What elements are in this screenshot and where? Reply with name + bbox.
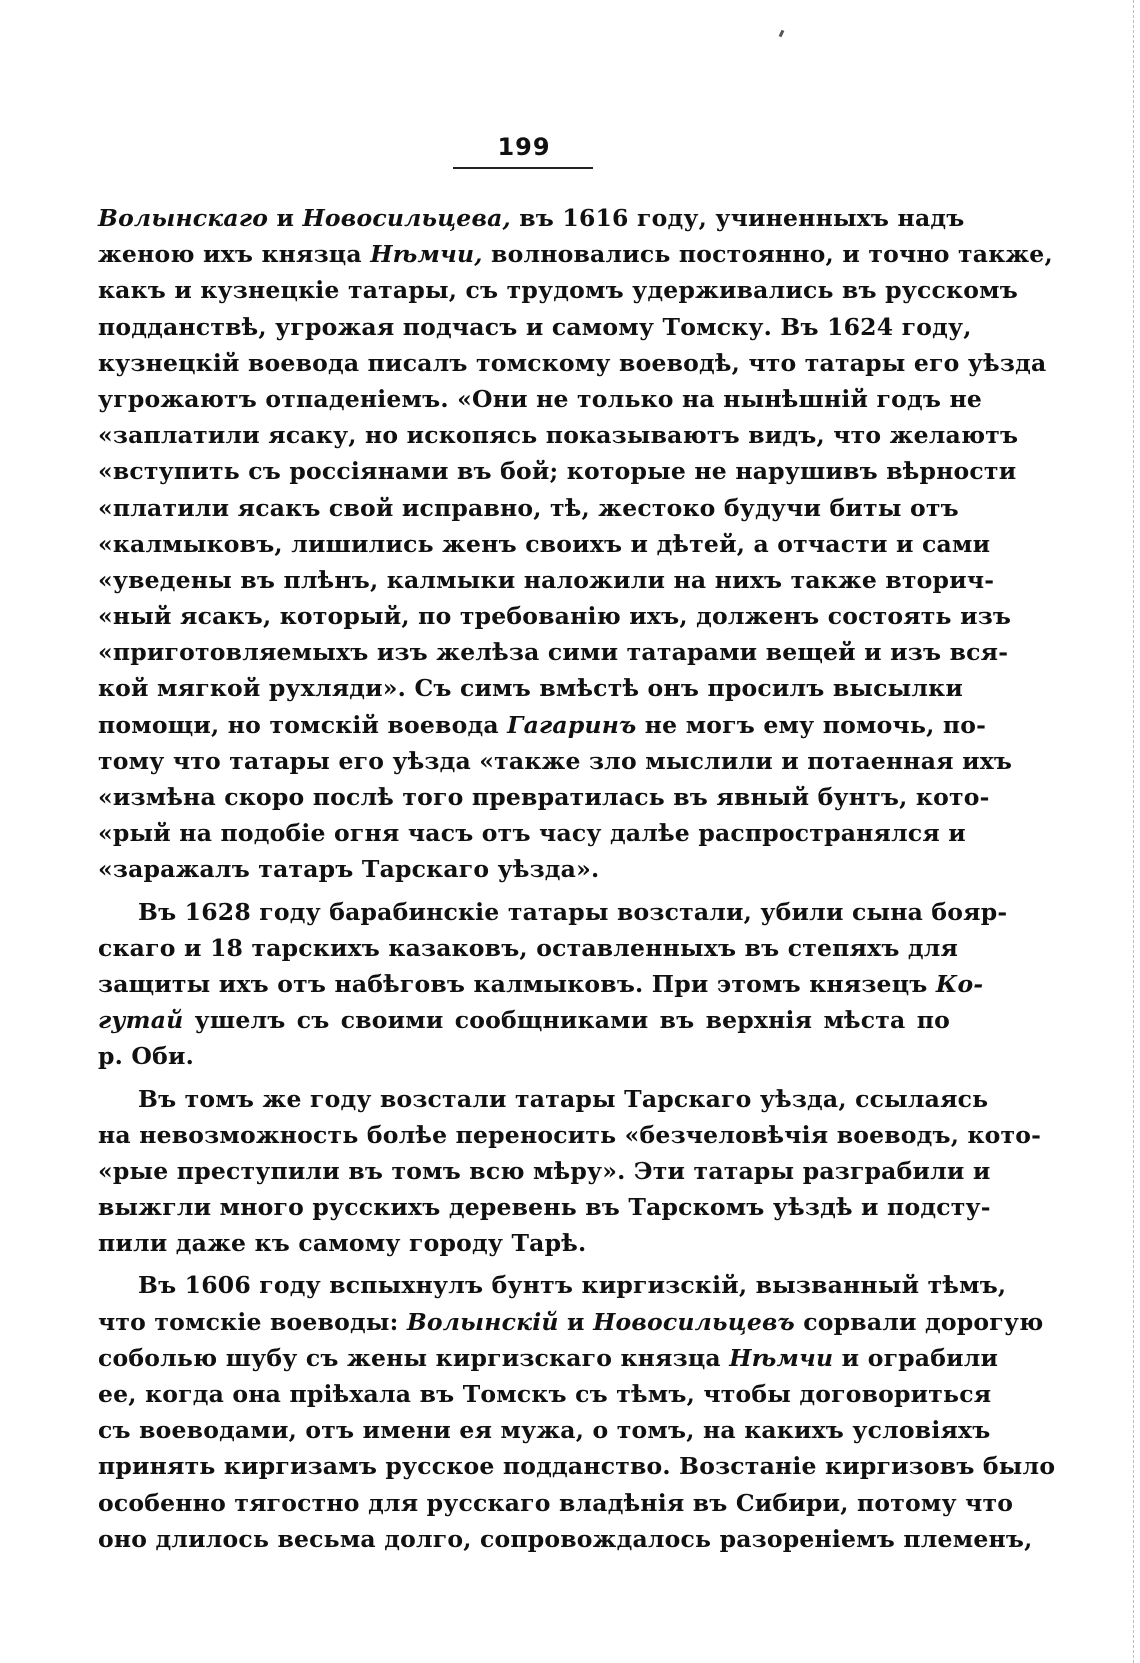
italic-name: Ко- [935, 969, 984, 998]
text-segment: сорвали дорогую [794, 1307, 1044, 1336]
text-segment: выжгли много русскихъ деревень въ Тарскомъ уѣздѣ и подсту- [98, 1193, 991, 1222]
text-line [98, 1225, 950, 1261]
text-segment: соболью шубу съ жены киргизскаго князца [98, 1343, 730, 1372]
body-text [98, 200, 1056, 1557]
text-segment: ее, когда она пріѣхала въ Томскъ съ тѣмъ, чтобы договориться [98, 1380, 992, 1408]
text-line [98, 1376, 992, 1412]
text-line [98, 1340, 999, 1376]
text-segment: что томскіе воеводы: [98, 1307, 407, 1336]
italic-name: гутай [98, 1006, 184, 1035]
text-segment: подданствѣ, угрожая подчасъ и самому Томску. Въ 1624 году, [98, 312, 972, 341]
text-segment: «заражалъ татаръ Тарскаго уѣзда». [98, 855, 600, 884]
text-line [98, 598, 1012, 634]
text-line [98, 743, 1013, 779]
text-line [98, 1153, 991, 1189]
text-segment: «рый на подобіе огня часъ отъ часу далѣе распространялся и [98, 819, 966, 848]
page-number: 199 [497, 133, 551, 161]
page-edge [1132, 0, 1134, 1663]
text-line [98, 779, 990, 815]
text-line [98, 453, 1017, 489]
text-segment: ушелъ съ своими сообщниками въ верхнія мѣста по [183, 1006, 950, 1035]
text-segment: угрожаютъ отпаденіемъ. «Они не только на нынѣшній годъ не [98, 384, 982, 413]
text-line [98, 1002, 950, 1038]
text-line [98, 670, 963, 706]
text-segment: «ный ясакъ, который, по требованію ихъ, долженъ состоять изъ [98, 602, 1012, 631]
text-line [98, 634, 1009, 670]
text-line [98, 272, 1018, 308]
text-line [98, 815, 966, 851]
ink-speck [779, 30, 785, 38]
text-line [98, 1304, 1044, 1340]
text-segment: кой мягкой рухляди». Съ симъ вмѣстѣ онъ просилъ высылки [98, 674, 963, 703]
text-segment: «рые преступили въ томъ всю мѣру». Эти татары разграбили и [98, 1156, 991, 1185]
text-segment: «уведены въ плѣнъ, калмыки наложили на нихъ также вторич- [98, 565, 995, 594]
text-line [98, 707, 987, 743]
text-line [98, 236, 1053, 272]
text-segment: Въ 1606 году вспыхнулъ бунтъ киргизскій, вызванный тѣмъ, [138, 1271, 1007, 1300]
text-segment: Въ 1628 году барабинскіе татары возстали, убили сына бояр- [138, 897, 1008, 926]
text-segment: защиты ихъ отъ набѣговъ калмыковъ. При этомъ князецъ [98, 969, 936, 998]
text-segment: «калмыковъ, лишились женъ своихъ и дѣтей, а отчасти и сами [98, 529, 991, 558]
text-line [98, 526, 991, 562]
italic-name: Волынскій [406, 1307, 559, 1336]
text-segment: принять киргизамъ русское подданство. Возстаніе киргизовъ было [98, 1452, 1056, 1481]
italic-name: Нѣмчи [729, 1343, 834, 1372]
text-segment: скаго и 18 тарскихъ казаковъ, оставленныхъ въ степяхъ для [98, 933, 959, 962]
text-segment: и [268, 204, 303, 232]
text-line [98, 851, 950, 887]
text-line [98, 930, 959, 966]
text-segment: на невозможность болѣе переносить «безчеловѣчія воеводъ, кото- [98, 1120, 1042, 1149]
text-segment: «вступить съ россіянами въ бой; которые не нарушивъ вѣрности [98, 457, 1017, 486]
text-segment: помощи, но томскій воевода [98, 710, 508, 739]
text-line [98, 417, 1019, 453]
text-segment: «заплатили ясаку, но ископясь показываютъ видъ, что желаютъ [98, 421, 1019, 450]
text-segment: женою ихъ князца [98, 240, 371, 269]
text-line [98, 1038, 950, 1074]
text-segment: и ограбили [833, 1343, 999, 1372]
text-segment: волновались постоянно, и точно также, [482, 240, 1053, 269]
text-segment: кузнецкій воевода писалъ томскому воеводѣ, что татары его уѣзда [98, 348, 1047, 377]
text-line [98, 1412, 991, 1448]
text-segment: оно длилось весьма долго, сопровождалось разореніемъ племенъ, [98, 1524, 1033, 1553]
text-line [98, 1485, 1014, 1521]
text-line [98, 200, 965, 236]
text-line [98, 1189, 991, 1225]
text-line [98, 1117, 1042, 1153]
text-segment: въ 1616 году, учиненныхъ надъ [510, 204, 965, 232]
text-segment: и [558, 1307, 594, 1336]
text-line [98, 1521, 1033, 1557]
text-segment: тому что татары его уѣзда «также зло мыслили и потаенная ихъ [98, 746, 1013, 775]
text-line [98, 1081, 989, 1117]
text-segment: Въ томъ же году возстали татары Тарскаго уѣзда, ссылаясь [138, 1084, 989, 1113]
text-segment: не могъ ему помочь, по- [636, 710, 987, 739]
text-segment: р. Оби. [98, 1042, 194, 1071]
italic-name: Нѣмчи, [370, 240, 483, 269]
text-line [98, 345, 1047, 381]
text-segment: какъ и кузнецкіе татары, съ трудомъ удерживались въ русскомъ [98, 276, 1018, 305]
text-line [98, 381, 982, 417]
text-segment: «измѣна скоро послѣ того превратилась въ явный бунтъ, кото- [98, 783, 990, 811]
text-line [98, 966, 984, 1002]
text-segment: особенно тягостно для русскаго владѣнія въ Сибири, потому что [98, 1488, 1014, 1517]
text-line [98, 490, 959, 526]
italic-name: Гагаринъ [507, 710, 637, 739]
text-line [98, 1267, 1007, 1303]
text-line [98, 562, 995, 598]
italic-name: Волынскаго [98, 204, 269, 232]
text-segment: пили даже къ самому городу Тарѣ. [98, 1229, 587, 1258]
text-line [98, 894, 1008, 930]
italic-name: Новосильцева, [302, 204, 511, 232]
text-line [98, 1448, 1056, 1484]
text-segment: «приготовляемыхъ изъ желѣза сими татарами вещей и изъ вся- [98, 638, 1009, 667]
header-rule [453, 167, 593, 169]
text-segment: «платили ясакъ свой исправно, тѣ, жестоко будучи биты отъ [98, 493, 959, 522]
italic-name: Новосильцевъ [593, 1307, 795, 1336]
text-line [98, 309, 972, 345]
text-segment: съ воеводами, отъ имени ея мужа, о томъ, на какихъ условіяхъ [98, 1416, 991, 1445]
